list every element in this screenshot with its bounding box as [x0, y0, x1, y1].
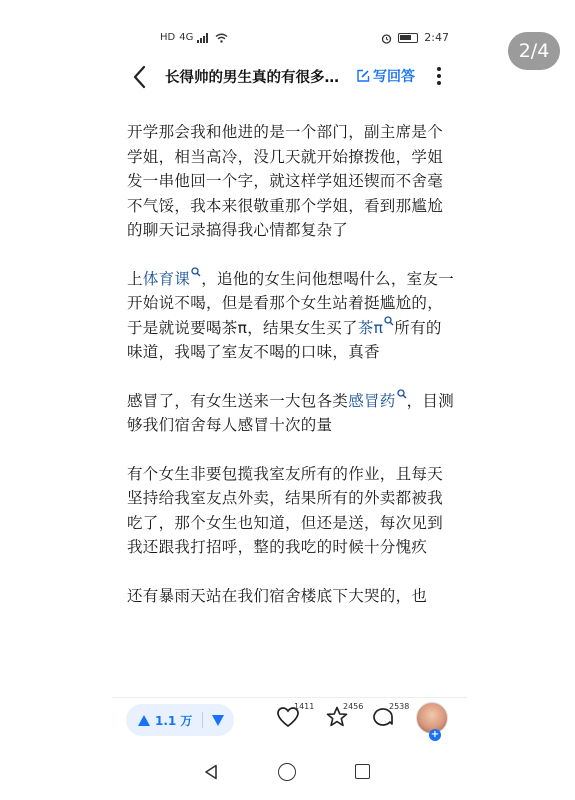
- comment-button[interactable]: [371, 702, 410, 734]
- phone-screen: [112, 22, 467, 800]
- keyword-search-icon: [191, 267, 201, 277]
- vote-pill: [126, 704, 234, 736]
- author-avatar[interactable]: [416, 702, 448, 740]
- answer-text: 还有暴雨天站在我们宿舍楼底下大哭的，也: [127, 586, 428, 605]
- nav-recent-apps-icon[interactable]: [355, 764, 370, 779]
- answer-paragraph: [127, 462, 457, 560]
- signal-icon: [197, 33, 211, 43]
- favorite-button[interactable]: [325, 702, 364, 734]
- status-left: [160, 32, 228, 44]
- system-nav-bar: [112, 750, 467, 800]
- header: [112, 60, 467, 96]
- answer-text: 有个女生非要包揽我室友所有的作业，且每天坚持给我室友点外卖，结果所有的外卖都被我吃了，那个女生也知道，但还是送，每次见到我还跟我打招呼，整的我吃的时候十分愧疚: [127, 464, 444, 556]
- answer-text: 上: [127, 269, 143, 288]
- comment-count: 2538: [389, 702, 410, 711]
- more-options-icon[interactable]: [432, 64, 446, 88]
- search-keyword-link[interactable]: 感冒药: [348, 391, 396, 410]
- status-bar: [112, 28, 467, 50]
- edit-icon: [356, 69, 370, 83]
- nav-home-icon[interactable]: [278, 763, 296, 781]
- answer-paragraph: [127, 389, 457, 438]
- answer-content: [127, 120, 457, 632]
- write-answer-button[interactable]: [356, 66, 415, 86]
- alarm-icon: [381, 33, 392, 44]
- write-answer-label: 写回答: [373, 69, 415, 85]
- question-title[interactable]: 长得帅的男生真的有很多…: [165, 70, 339, 86]
- hd-icon: HD: [160, 32, 176, 43]
- answer-text: 开学那会我和他进的是一个部门，副主席是个学姐，相当高冷，没几天就开始撩拨他，学姐发一串他回一个字，就这样学姐还锲而不舍毫不气馁，我本来很敬重那个学姐，看到那尴尬的聊天记录搞得我心情都复杂了: [127, 123, 444, 239]
- bottom-action-bar: [112, 697, 467, 747]
- status-time: 2:47: [424, 31, 449, 44]
- downvote-triangle-icon: [212, 715, 224, 726]
- downvote-button[interactable]: [203, 715, 233, 726]
- page-counter: 2/4: [508, 32, 560, 70]
- answer-text: 所有的味道，我喝了室友不喝的口味，真香: [127, 318, 442, 361]
- upvote-button[interactable]: [126, 712, 202, 729]
- keyword-search-icon: [384, 316, 394, 326]
- status-right: [381, 32, 449, 44]
- answer-paragraph: [127, 267, 457, 365]
- like-count: 1411: [294, 702, 315, 711]
- nav-back-icon[interactable]: [204, 764, 218, 780]
- network-type-icon: 4G: [179, 32, 194, 43]
- back-arrow-icon[interactable]: [130, 64, 150, 90]
- upvote-triangle-icon: [138, 715, 150, 726]
- upvote-count: 1.1 万: [155, 713, 193, 728]
- search-keyword-link[interactable]: 茶π: [357, 318, 384, 337]
- answer-paragraph: [127, 120, 457, 243]
- like-button[interactable]: [276, 702, 315, 734]
- answer-text: ，追他的女生问他想喝什么，室友一开始说不喝，但是看那个女生站着挺尴尬的，于是就说要喝茶π，结果女生买了: [127, 269, 455, 337]
- keyword-search-icon: [397, 389, 407, 399]
- search-keyword-link[interactable]: 体育课: [142, 269, 191, 288]
- wifi-icon: [215, 33, 228, 43]
- follow-plus-icon[interactable]: +: [430, 729, 440, 740]
- answer-paragraph: [127, 584, 457, 609]
- battery-icon: [398, 33, 418, 43]
- answer-text: ，目测够我们宿舍每人感冒十次的量: [127, 391, 455, 434]
- favorite-count: 2456: [343, 702, 364, 711]
- answer-text: 感冒了，有女生送来一大包各类: [127, 391, 349, 410]
